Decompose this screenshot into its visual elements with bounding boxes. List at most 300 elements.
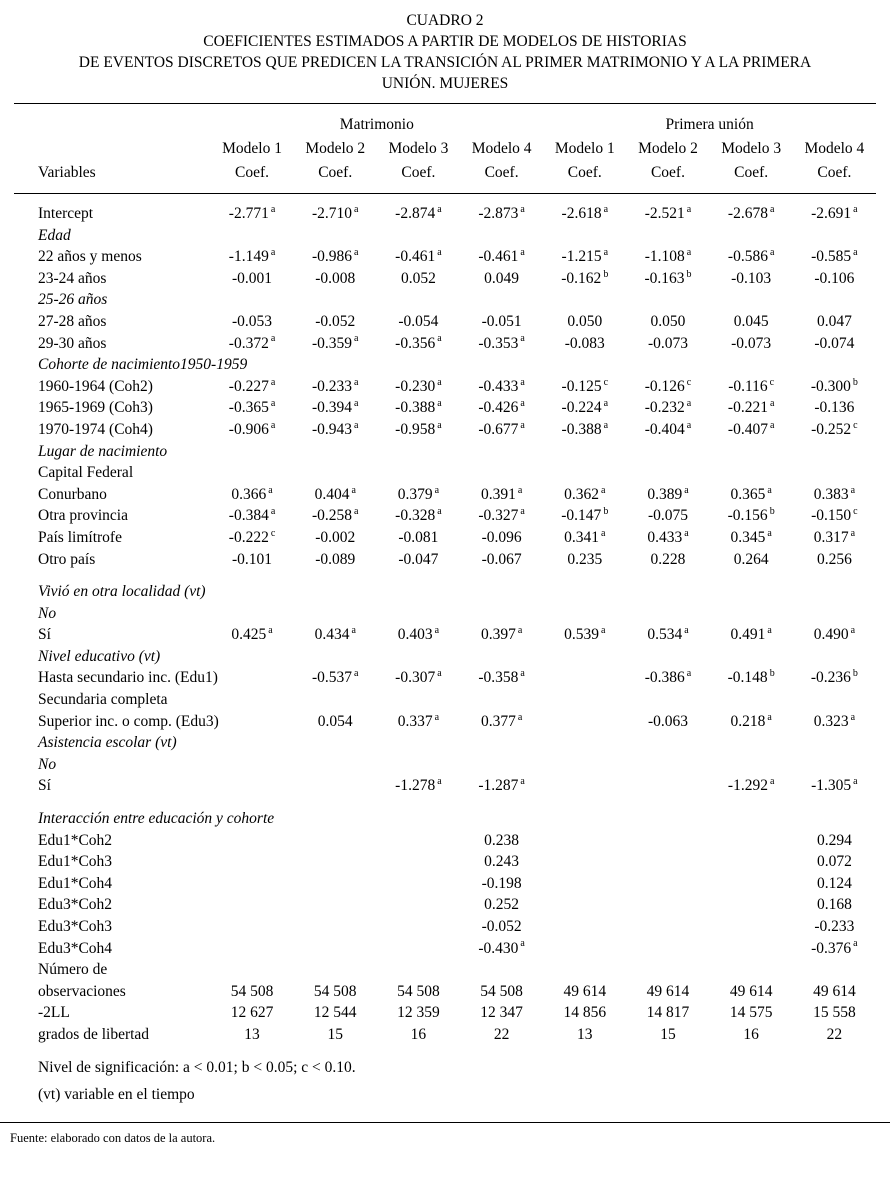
coef-cell: 0.377 $^a$ [480,711,523,730]
variables-column-header: Variables [38,164,96,181]
significance-sup: a [437,398,442,410]
coef-cell [626,808,709,830]
coef-cell: -0.073 [731,334,772,352]
coef-cell [710,462,793,484]
coefficients-table [14,103,876,1046]
coef-cell: 0.389 $^a$ [647,484,689,503]
coef-cell [377,808,460,830]
variable-label: Edad [38,226,71,244]
coef-cell [294,732,377,754]
coef-cell: 14 575 [729,1004,773,1022]
coef-cell [377,938,460,960]
coef-cell: -0.327 $^a$ [478,506,525,525]
coef-cell: -0.433 $^a$ [478,376,525,395]
significance-sup: a [603,419,609,431]
coef-cell: 54 508 [480,982,523,1000]
significance-sup: a [434,484,440,496]
coef-cell [543,938,626,960]
coef-cell: -0.233 $^a$ [311,376,359,395]
coef-cell: -0.163 $^b$ [644,268,692,287]
coef-cell [294,851,377,873]
coef-cell [626,754,709,776]
coef-cell: 54 508 [397,982,440,1000]
significance-sup: a [853,938,858,950]
spacer-cell [14,570,876,581]
coef-cell: -1.287 $^a$ [478,776,525,795]
coef-cell: 16 [410,1025,427,1043]
coef-cell: 0.294 [816,831,852,849]
significance-sup: a [850,527,856,539]
significance-sup: a [850,711,856,723]
coef-cell: 0.050 [567,312,603,330]
coef-cell: -0.986 $^a$ [311,247,359,266]
significance-sup: a [520,506,525,518]
model-column-header: Modelo 2 Coef. [305,140,366,181]
coef-cell [543,808,626,830]
table-row [14,851,876,873]
coef-cell [460,689,543,711]
coef-cell: -0.221 $^a$ [727,398,775,417]
variable-label: No [38,604,57,622]
coef-cell [377,916,460,938]
variable-label: Secundaria completa [38,691,168,709]
coef-cell [626,289,709,311]
coef-cell: -0.063 [647,712,688,730]
variable-label: Edu3*Coh3 [38,918,113,935]
table-row [14,225,876,247]
vt-footnote: (vt) variable en el tiempo [38,1085,195,1103]
significance-sup: a [686,247,692,259]
coef-cell [626,732,709,754]
coef-cell: 0.049 [484,269,520,287]
coef-cell: -0.388 $^a$ [395,398,442,417]
coef-cell [793,354,876,376]
coef-cell [543,441,626,463]
significance-sup: a [354,247,359,259]
coef-cell: 0.218 $^a$ [730,711,772,730]
coef-cell [793,289,876,311]
coef-cell: 54 508 [313,982,357,1000]
significance-sup: c [853,506,858,518]
coef-cell: -2.710 $^a$ [311,203,359,222]
significance-sup: a [769,398,775,410]
coef-cell: -0.906 $^a$ [228,419,276,438]
coef-cell: 0.425 $^a$ [231,625,273,644]
table-row [14,462,876,484]
significance-sup: a [850,484,856,496]
variable-label: Nivel educativo (vt) [38,647,161,665]
table-row [14,441,876,463]
coef-cell [626,938,709,960]
significance-sup: a [268,625,273,637]
variable-label: Conurbano [38,485,107,503]
coef-cell: -1.278 $^a$ [395,776,442,795]
coef-cell: 0.072 [816,853,852,871]
variable-label: Interacción entre educación y cohorte [38,810,275,828]
variable-label: Superior inc. o comp. (Edu3) [38,712,219,730]
significance-sup: a [270,203,276,215]
coef-cell [377,873,460,895]
variable-label: Capital Federal [38,464,134,482]
coef-cell [626,873,709,895]
significance-sup: b [603,268,609,280]
coef-cell [294,938,377,960]
significance-sup: b [603,506,609,518]
variable-label: 1970-1974 (Coh4) [38,420,153,438]
coef-cell [377,354,460,376]
significance-sup: a [434,625,440,637]
model-header-row [14,136,876,194]
coef-cell: -0.148 $^b$ [727,668,775,687]
coef-cell [626,603,709,625]
table-row [14,894,876,916]
coef-cell: 0.054 [317,712,353,730]
table-row [14,938,876,960]
coef-cell: 49 614 [563,982,607,1000]
coef-cell: -2.873 $^a$ [478,203,525,222]
coef-cell [793,754,876,776]
coef-cell: -0.404 $^a$ [644,419,692,438]
table-row [14,689,876,711]
coef-cell: -0.198 [481,874,522,892]
coef-cell: -0.430 $^a$ [478,938,525,957]
coef-cell [210,689,293,711]
significance-sup: a [517,484,523,496]
significance-sup: a [684,484,689,496]
coef-cell [626,916,709,938]
significance-sup: a [270,376,276,388]
significance-sup: a [601,625,606,637]
table-row [14,268,876,290]
coef-cell: -2.691 $^a$ [811,203,858,222]
coef-cell [710,225,793,247]
coef-cell [377,603,460,625]
significance-sup: c [603,376,609,388]
table-row [14,194,876,225]
coef-cell: -0.101 [232,550,273,568]
coef-cell [626,462,709,484]
coef-cell: 12 544 [313,1004,357,1022]
coef-cell: -0.359 $^a$ [311,333,359,352]
table-row [14,646,876,668]
coef-cell: 0.345 $^a$ [730,527,772,546]
model-column-header: Modelo 4 Coef. [471,140,532,181]
coef-cell: 49 614 [813,982,856,1000]
coef-cell: -0.227 $^a$ [228,376,276,395]
coef-cell [377,894,460,916]
coef-cell: 54 508 [230,982,274,1000]
coef-cell: 0.228 [650,550,686,568]
significance-sup: a [767,711,772,723]
model-column-header: Modelo 1 Coef. [222,140,282,181]
coef-cell: 0.238 [484,831,520,849]
coef-cell: -0.052 [481,918,522,935]
table-header [14,104,876,194]
coef-cell [710,441,793,463]
coef-cell [543,873,626,895]
model-column-header: Modelo 1 Coef. [554,140,615,181]
table-row [14,505,876,527]
coef-cell: -0.002 [315,528,356,546]
table-row [14,667,876,689]
coefficients-table-body [14,194,876,1046]
significance-sup: a [686,668,692,680]
coef-cell: -0.083 [564,334,605,352]
coef-cell: 12 347 [480,1004,523,1022]
coef-cell: -0.125 $^c$ [561,376,609,395]
significance-sup: a [520,376,525,388]
coef-cell: -0.074 [814,334,855,352]
coef-cell: 0.323 $^a$ [813,711,856,730]
significance-sup: a [769,776,775,788]
significance-sup: a [767,527,772,539]
coef-cell [626,851,709,873]
coef-cell: -0.943 $^a$ [311,419,359,438]
group-header-spacer [14,104,210,137]
significance-sup: a [853,776,858,788]
coef-cell [377,441,460,463]
coef-cell [294,646,377,668]
significance-sup: a [850,625,856,637]
coef-cell [543,732,626,754]
coef-cell [210,754,293,776]
coef-cell: -0.958 $^a$ [395,419,442,438]
coef-cell: 0.365 $^a$ [730,484,772,503]
coef-cell: 0.047 [816,312,852,330]
coef-cell: 0.366 $^a$ [231,484,273,503]
variable-label: 29-30 años [38,334,107,352]
table-row [14,603,876,625]
coef-cell [626,225,709,247]
table-row [14,624,876,646]
coef-cell [543,603,626,625]
coef-cell: -0.136 [814,399,855,417]
significance-sup: a [520,247,525,259]
coef-cell [626,959,709,981]
coef-cell [377,289,460,311]
coef-cell: -0.258 $^a$ [311,506,359,525]
significance-sup: a [601,484,606,496]
coef-cell [793,689,876,711]
significance-sup: c [686,376,692,388]
table-row [14,289,876,311]
coef-cell: -0.328 $^a$ [395,506,442,525]
coef-cell [210,667,293,689]
coef-cell [377,581,460,603]
coef-cell: -0.075 [647,507,688,525]
coef-cell: -1.292 $^a$ [727,776,775,795]
coef-cell: -0.116 $^c$ [728,376,775,395]
coef-cell: -0.067 [481,550,522,568]
coef-cell [460,462,543,484]
coef-cell [294,441,377,463]
coef-cell [543,711,626,733]
coef-cell [710,959,793,981]
coef-cell: 16 [743,1025,759,1043]
coef-cell [377,225,460,247]
coef-cell: -0.053 [232,312,273,330]
coef-cell [543,646,626,668]
significance-sup: a [769,419,775,431]
significance-sup: a [437,668,442,680]
coef-cell: 22 [826,1025,843,1043]
coef-cell: -0.081 [398,528,439,546]
coef-cell [210,603,293,625]
variable-label: 27-28 años [38,312,107,330]
coef-cell: 0.341 $^a$ [564,527,606,546]
spacer-row [14,570,876,581]
model-column-header: Modelo 3 Coef. [721,140,782,181]
variable-label: No [38,755,57,773]
coef-cell: -1.305 $^a$ [811,776,858,795]
table-row [14,246,876,268]
coef-cell [793,646,876,668]
coef-cell: 15 558 [813,1004,856,1022]
coef-cell [210,441,293,463]
coef-cell [626,830,709,852]
coef-cell [294,894,377,916]
coef-cell [210,851,293,873]
significance-sup: a [517,711,523,723]
coef-cell [710,851,793,873]
coef-cell: -0.162 $^b$ [561,268,609,287]
coef-cell: 0.337 $^a$ [397,711,440,730]
variable-label: Vivió en otra localidad (vt) [38,583,206,601]
variable-label: Lugar de nacimiento [38,442,168,460]
coef-cell: -0.054 [398,312,439,330]
significance-sup: c [853,419,858,431]
significance-sup: a [686,203,692,215]
coef-cell [294,873,377,895]
coef-cell [710,894,793,916]
significance-sup: a [767,484,772,496]
table-row [14,775,876,797]
coef-cell: -2.771 $^a$ [228,203,276,222]
coef-cell: 14 817 [646,1004,690,1022]
coef-cell: -0.386 $^a$ [644,668,692,687]
coef-cell: 0.243 [484,853,520,871]
table-row [14,354,876,376]
coef-cell [210,225,293,247]
significance-sup: a [520,398,525,410]
coef-cell: -0.052 [315,312,356,330]
table-row [14,1024,876,1046]
coef-cell: 0.379 $^a$ [397,484,440,503]
coef-cell: -0.230 $^a$ [395,376,442,395]
significance-sup: a [520,776,525,788]
spacer-cell [14,797,876,808]
coef-cell [793,603,876,625]
coef-cell: -0.388 $^a$ [561,419,609,438]
coef-cell: 15 [660,1025,676,1043]
coef-cell [710,938,793,960]
coef-cell [793,581,876,603]
variable-label: 25-26 años [38,291,108,309]
coef-cell: -0.047 [398,550,439,568]
coef-cell: 0.391 $^a$ [480,484,523,503]
coef-cell: -0.586 $^a$ [727,247,775,266]
coef-cell [793,225,876,247]
coef-cell: 0.168 [816,896,852,914]
table-row [14,873,876,895]
coef-cell: 22 [493,1025,510,1043]
significance-sup: a [270,333,276,345]
variable-label: Asistencia escolar (vt) [38,734,177,752]
coef-cell [543,581,626,603]
significance-sup: a [354,333,359,345]
coef-cell: 0.539 $^a$ [564,625,606,644]
coef-cell: 0.252 [484,896,520,914]
coef-cell: 0.317 $^a$ [813,527,856,546]
significance-sup: c [270,527,276,539]
significance-sup: a [434,711,440,723]
table-row [14,959,876,981]
significance-sup: a [603,203,609,215]
coef-cell [210,830,293,852]
coef-cell [294,916,377,938]
variable-label: Otro país [38,550,96,568]
coef-cell [626,646,709,668]
coef-cell [210,732,293,754]
coef-cell [543,959,626,981]
coef-cell: -0.365 $^a$ [228,398,276,417]
coef-cell [377,689,460,711]
significance-sup: a [517,625,523,637]
coef-cell: -0.677 $^a$ [478,419,525,438]
significance-sup: a [603,398,609,410]
coef-cell [377,754,460,776]
variable-label: Sí [38,777,51,795]
significance-sup: a [686,419,692,431]
coef-cell: -0.096 [481,528,522,546]
coef-cell: 0.397 $^a$ [480,625,523,644]
variable-label: Cohorte de nacimiento1950-1959 [38,356,248,374]
coef-cell [460,603,543,625]
table-row [14,981,876,1003]
table-row [14,333,876,355]
coef-cell: 0.052 [400,269,436,287]
coef-cell [294,603,377,625]
significance-sup: a [354,668,359,680]
significance-sup: a [437,506,442,518]
significance-sup: b [769,506,775,518]
model-column-header: Modelo 3 Coef. [388,140,449,181]
significance-sup: a [351,484,356,496]
coef-cell: 0.235 [567,550,603,568]
table-row [14,484,876,506]
coef-cell [543,689,626,711]
coef-cell: -0.073 [647,334,688,352]
significance-sup: c [769,376,775,388]
coef-cell [294,689,377,711]
coef-cell: -0.376 $^a$ [811,938,858,957]
coef-cell: -0.147 $^b$ [561,506,609,525]
table-title-line4: UNIÓN. MUJERES [381,75,509,92]
coef-cell [710,754,793,776]
coef-cell: -0.222 $^c$ [228,527,276,546]
coef-cell [210,894,293,916]
coef-cell [710,603,793,625]
significance-sup: a [354,203,359,215]
coef-cell: 14 856 [563,1004,607,1022]
coef-cell [793,462,876,484]
coef-cell: 0.403 $^a$ [397,625,440,644]
coef-cell [460,441,543,463]
coef-cell [626,354,709,376]
table-row [14,1002,876,1024]
coef-cell [626,689,709,711]
coef-cell [543,225,626,247]
